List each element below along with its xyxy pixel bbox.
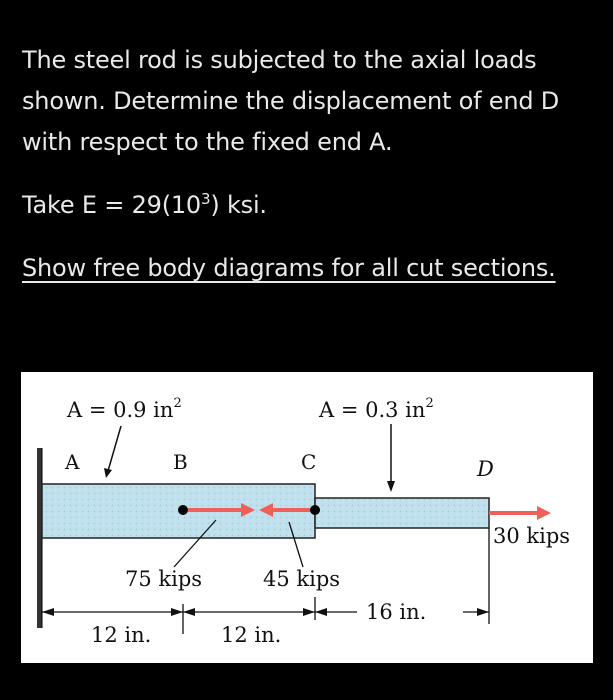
area-pointer-left-arrowhead	[104, 468, 112, 478]
modulus-prefix: Take E = 29(10	[22, 191, 202, 219]
rod-diagram	[21, 372, 593, 663]
dim-arrow-b-right	[183, 608, 195, 616]
modulus-exponent: 3	[201, 190, 211, 208]
area-pointer-left	[108, 426, 121, 471]
modulus-line	[22, 185, 597, 226]
rod-figure	[21, 372, 593, 663]
modulus-suffix: ) ksi.	[210, 191, 267, 219]
dimension-label-bc: 12 in.	[221, 623, 282, 647]
rod-thin-segment	[315, 498, 489, 528]
problem-statement	[22, 40, 597, 289]
point-c-marker	[310, 505, 320, 515]
point-b-marker	[178, 505, 188, 515]
problem-line-2: shown. Determine the displacement of end D	[22, 87, 560, 115]
area-pointer-right-arrowhead	[387, 481, 395, 492]
dim-arrow-b-left	[171, 608, 183, 616]
load-c-label: 45 kips	[263, 567, 341, 591]
problem-line-3: with respect to the fixed end A.	[22, 128, 393, 156]
dim-arrow-c-left	[303, 608, 315, 616]
dimension-label-ab: 12 in.	[91, 623, 152, 647]
problem-line-1: The steel rod is subjected to the axial loads	[22, 46, 537, 74]
load-b-label: 75 kips	[125, 567, 203, 591]
label-a: A	[65, 450, 80, 474]
label-d: D	[477, 457, 494, 481]
load-d-arrowhead	[537, 506, 551, 520]
load-d-label: 30 kips	[493, 524, 571, 548]
dim-arrow-a	[42, 608, 54, 616]
area-label-left: A = 0.9 $in^2$	[67, 396, 182, 422]
label-b: B	[173, 450, 188, 474]
area-label-right: A = 0.3 $in^2$	[319, 396, 434, 422]
dim-arrow-d	[477, 608, 489, 616]
label-c: C	[301, 450, 317, 474]
dim-arrow-c-right	[315, 608, 327, 616]
free-body-diagrams-link[interactable]: Show free body diagrams for all cut sections.	[22, 254, 556, 282]
dimension-label-cd: 16 in.	[366, 600, 427, 624]
